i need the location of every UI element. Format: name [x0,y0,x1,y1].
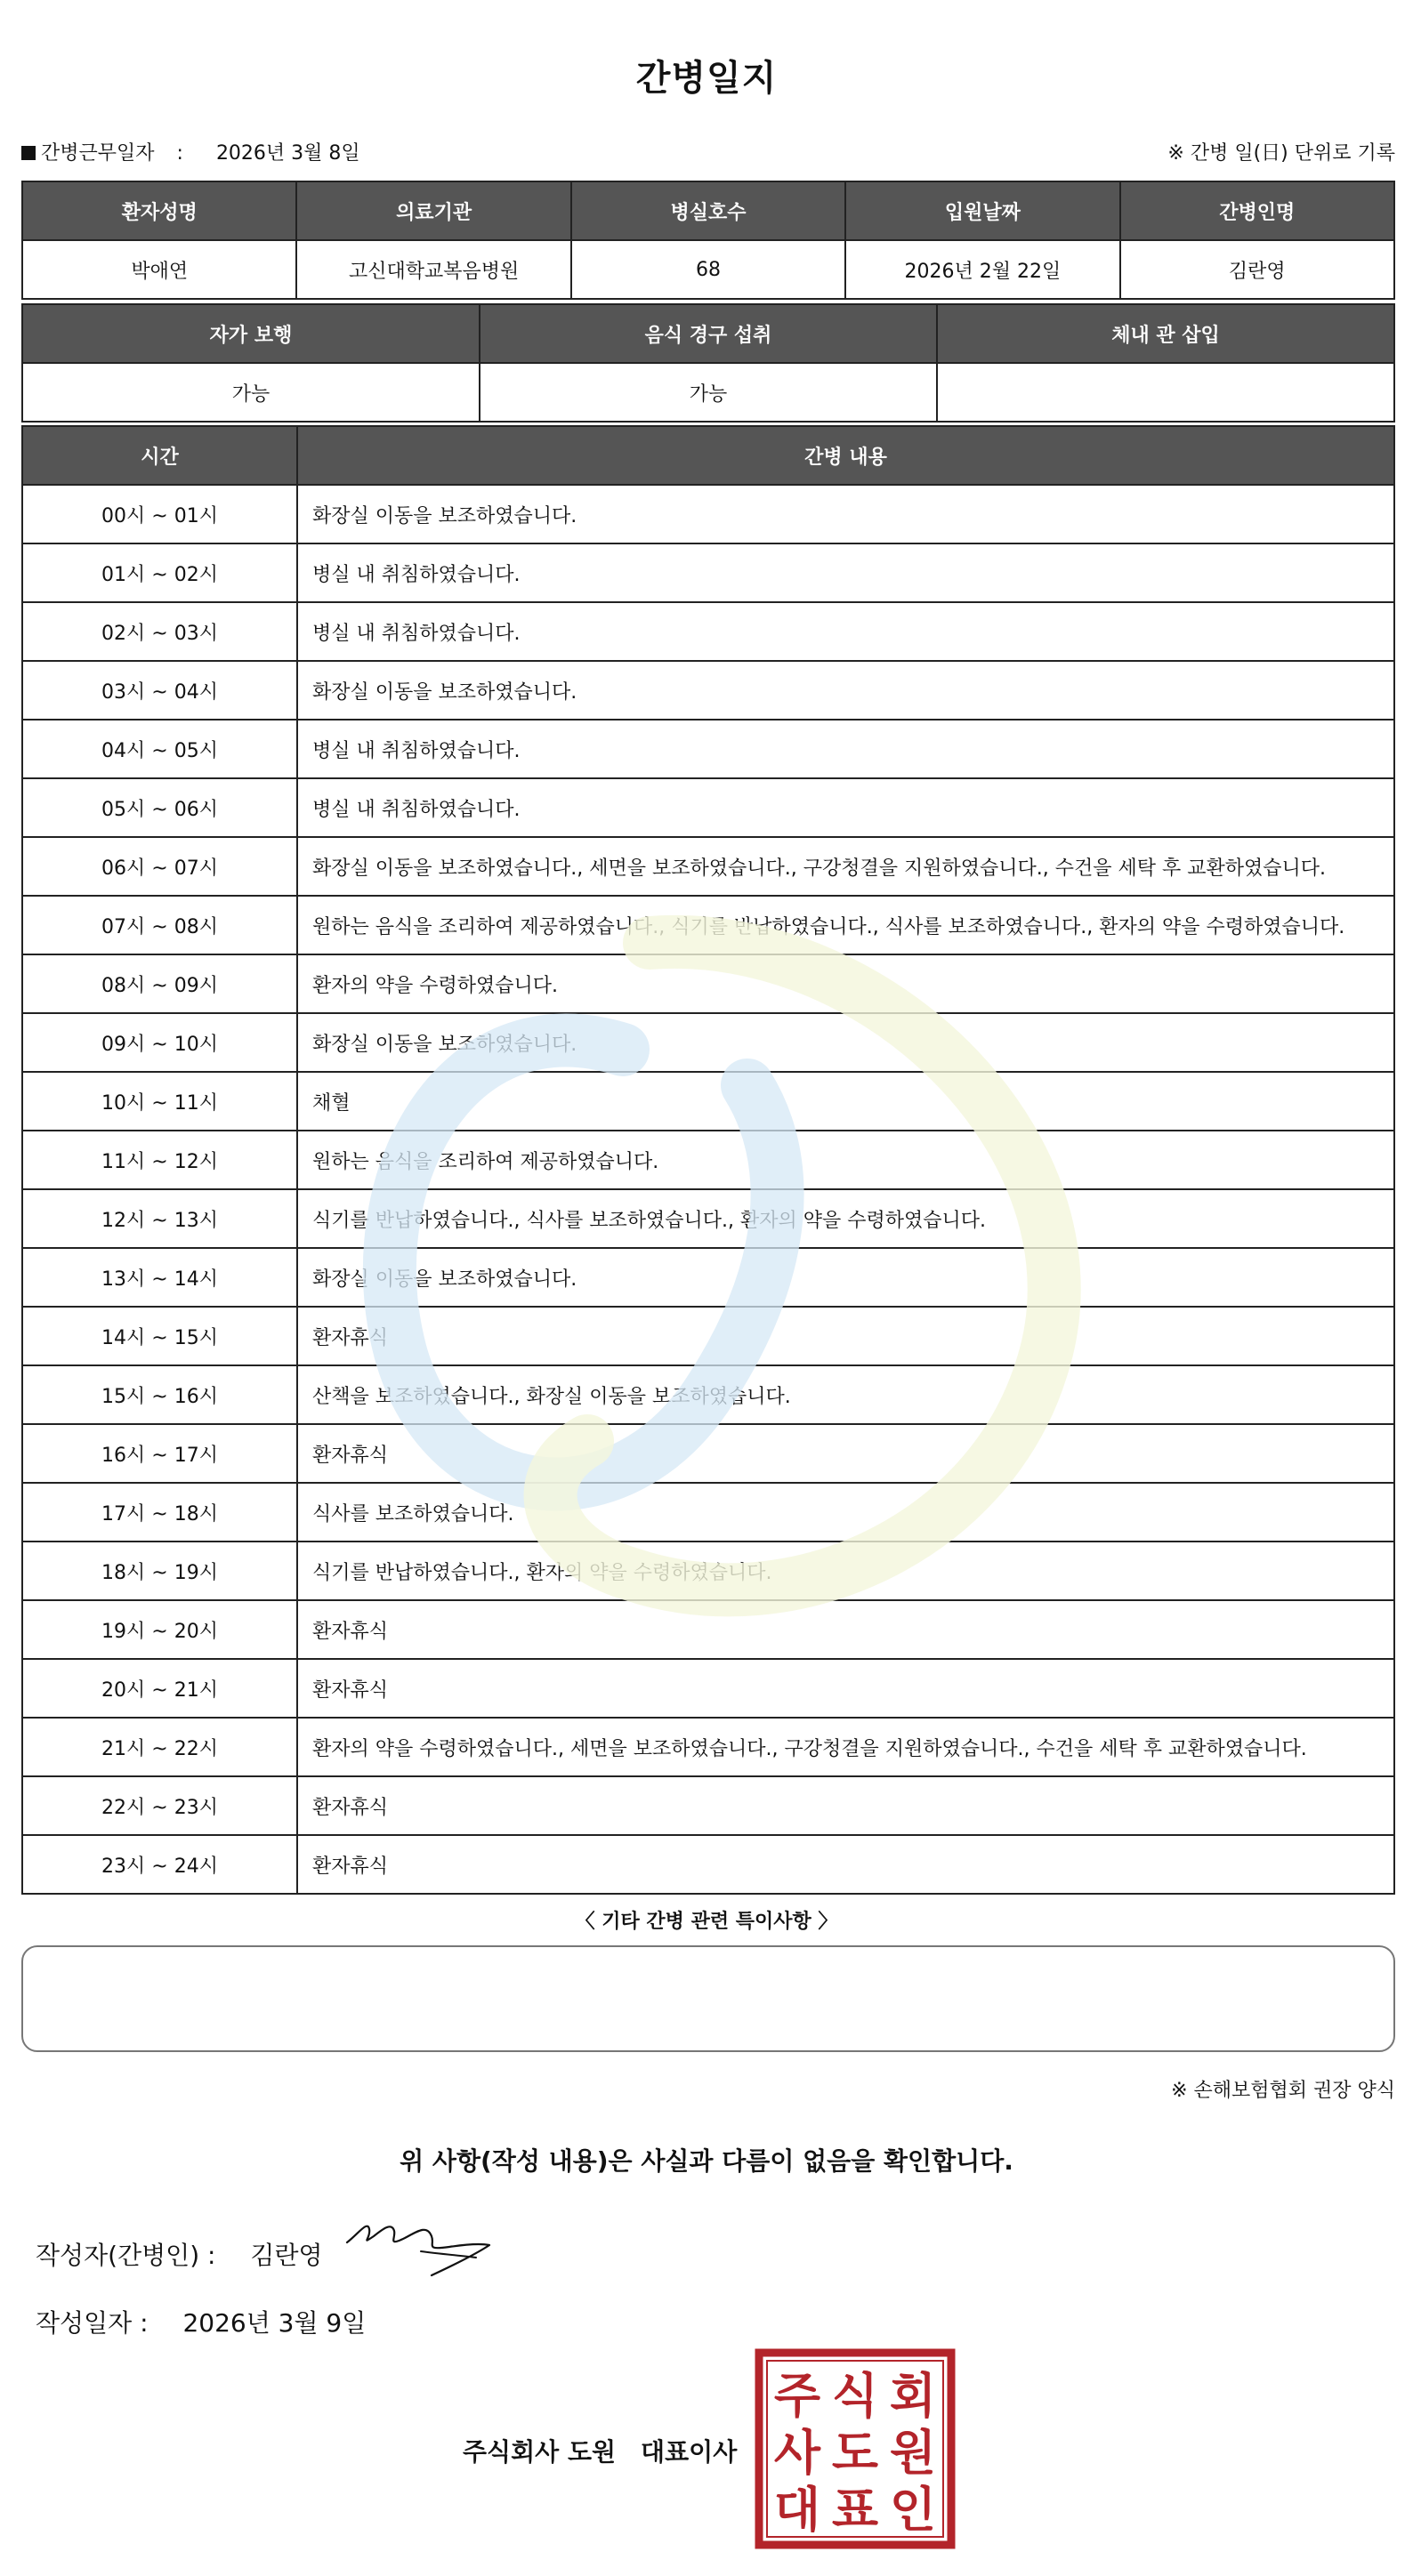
care-content-cell: 산책을 보조하였습니다., 화장실 이동을 보조하였습니다. [297,1365,1394,1424]
table-row [22,1776,1394,1835]
company-seal-icon [755,2348,956,2549]
table-row [22,1248,1394,1307]
care-content-cell: 원하는 음식을 조리하여 제공하였습니다., 식기를 반납하였습니다., 식사를 보조하였습니다., 환자의 약을 수령하였습니다. [297,896,1394,954]
time-cell: 05시 ~ 06시 [22,778,297,837]
table-row [22,954,1394,1013]
hospital-name: 고신대학교복음병원 [296,240,570,299]
separator: : [176,142,183,165]
header-patient-name: 환자성명 [22,181,296,240]
patient-info-table [21,181,1395,300]
time-cell: 08시 ~ 09시 [22,954,297,1013]
svg-text:도: 도 [831,2425,879,2481]
table-row [22,485,1394,543]
care-content-cell: 원하는 음식을 조리하여 제공하였습니다. [297,1131,1394,1189]
time-cell: 21시 ~ 22시 [22,1718,297,1776]
table-row [22,720,1394,778]
header-care-content: 간병 내용 [297,426,1394,485]
header-hospital: 의료기관 [296,181,570,240]
time-cell: 22시 ~ 23시 [22,1776,297,1835]
time-cell: 02시 ~ 03시 [22,602,297,661]
time-cell: 09시 ~ 10시 [22,1013,297,1072]
time-cell: 01시 ~ 02시 [22,543,297,602]
remarks-box [21,1945,1395,2052]
oral-intake-value: 가능 [480,363,937,422]
table-row [22,1718,1394,1776]
written-date-value: 2026년 3월 9일 [182,2308,367,2338]
table-row [22,602,1394,661]
time-cell: 04시 ~ 05시 [22,720,297,778]
care-content-cell: 식기를 반납하였습니다., 식사를 보조하였습니다., 환자의 약을 수령하였습니다. [297,1189,1394,1248]
care-content-cell: 병실 내 취침하였습니다. [297,602,1394,661]
care-content-cell: 병실 내 취침하였습니다. [297,720,1394,778]
table-row [22,778,1394,837]
patient-name: 박애연 [22,240,296,299]
svg-text:대: 대 [773,2482,821,2538]
writer-name: 김란영 [250,2241,323,2270]
svg-text:원: 원 [889,2425,937,2481]
status-value-row [22,363,1394,422]
table-row [22,1483,1394,1542]
time-cell: 10시 ~ 11시 [22,1072,297,1131]
care-content-cell: 화장실 이동을 보조하였습니다. [297,485,1394,543]
admit-date: 2026년 2월 22일 [845,240,1119,299]
table-row [22,1365,1394,1424]
time-cell: 03시 ~ 04시 [22,661,297,720]
time-cell: 19시 ~ 20시 [22,1600,297,1659]
table-row [22,1835,1394,1894]
care-content-cell: 환자휴식 [297,1424,1394,1483]
work-date-label: 간병근무일자 [41,142,155,165]
care-content-cell: 화장실 이동을 보조하였습니다. [297,661,1394,720]
care-content-cell: 화장실 이동을 보조하였습니다., 세면을 보조하였습니다., 구강청결을 지원하였습니다., 수건을 세탁 후 교환하였습니다. [297,837,1394,896]
header-caregiver: 간병인명 [1120,181,1394,240]
table-row [22,1072,1394,1131]
care-content-cell: 환자휴식 [297,1600,1394,1659]
care-content-cell: 환자휴식 [297,1659,1394,1718]
table-row [22,1189,1394,1248]
care-log-table [21,425,1395,1895]
remarks-content [23,1947,1393,1976]
svg-text:주: 주 [773,2368,821,2424]
svg-text:식: 식 [831,2368,879,2424]
time-cell: 17시 ~ 18시 [22,1483,297,1542]
caregiver-name: 김란영 [1120,240,1394,299]
table-row [22,1424,1394,1483]
table-row [22,896,1394,954]
tube-value [937,363,1394,422]
time-cell: 00시 ~ 01시 [22,485,297,543]
svg-text:사: 사 [773,2425,821,2481]
care-content-cell: 환자의 약을 수령하였습니다. [297,954,1394,1013]
time-cell: 15시 ~ 16시 [22,1365,297,1424]
svg-text:회: 회 [889,2368,937,2424]
patient-status-table [21,303,1395,423]
time-cell: 11시 ~ 12시 [22,1131,297,1189]
confirmation-statement: 위 사항(작성 내용)은 사실과 다름이 없음을 확인합니다. [400,2146,1013,2176]
header-oral-intake: 음식 경구 섭취 [480,304,937,363]
header-tube: 체내 관 삽입 [937,304,1394,363]
table-row [22,661,1394,720]
table-row [22,1659,1394,1718]
svg-text:표: 표 [831,2482,879,2538]
time-cell: 07시 ~ 08시 [22,896,297,954]
company-title: 대표이사 [641,2437,738,2467]
time-cell: 16시 ~ 17시 [22,1424,297,1483]
association-note: ※ 손해보험협회 권장 양식 [1171,2080,1395,2102]
header-time: 시간 [22,426,297,485]
written-date-line [36,2304,366,2339]
care-log-header-row [22,426,1394,485]
care-content-cell: 식사를 보조하였습니다. [297,1483,1394,1542]
care-content-cell: 화장실 이동을 보조하였습니다. [297,1248,1394,1307]
patient-info-value-row [22,240,1394,299]
company-line [463,2433,737,2468]
status-header-row [22,304,1394,363]
unit-note: ※ 간병 일(日) 단위로 기록 [1167,142,1395,165]
table-row [22,543,1394,602]
care-content-cell: 채혈 [297,1072,1394,1131]
table-row [22,1307,1394,1365]
black-square-icon [21,146,36,160]
work-date-line [21,138,360,165]
time-cell: 23시 ~ 24시 [22,1835,297,1894]
writer-label: 작성자(간병인) : [36,2241,216,2270]
walking-value: 가능 [22,363,480,422]
table-row [22,1131,1394,1189]
company-name: 주식회사 도원 [463,2437,617,2467]
table-row [22,837,1394,896]
time-cell: 06시 ~ 07시 [22,837,297,896]
header-admit-date: 입원날짜 [845,181,1119,240]
work-date-value: 2026년 3월 8일 [215,142,360,165]
care-content-cell: 병실 내 취침하였습니다. [297,543,1394,602]
svg-text:인: 인 [889,2482,937,2538]
table-row [22,1542,1394,1600]
care-content-cell: 환자휴식 [297,1776,1394,1835]
remarks-title: 〈 기타 간병 관련 특이사항 〉 [575,1911,838,1933]
care-content-cell: 병실 내 취침하였습니다. [297,778,1394,837]
written-date-label: 작성일자 : [36,2308,149,2338]
time-cell: 12시 ~ 13시 [22,1189,297,1248]
time-cell: 14시 ~ 15시 [22,1307,297,1365]
care-content-cell: 식기를 반납하였습니다., 환자의 약을 수령하였습니다. [297,1542,1394,1600]
care-content-cell: 환자휴식 [297,1307,1394,1365]
time-cell: 20시 ~ 21시 [22,1659,297,1718]
writer-line [36,2236,323,2272]
care-content-cell: 환자의 약을 수령하였습니다., 세면을 보조하였습니다., 구강청결을 지원하였습니다., 수건을 세탁 후 교환하였습니다. [297,1718,1394,1776]
document-title: 간병일지 [635,58,778,99]
room-number: 68 [571,240,845,299]
patient-info-header-row [22,181,1394,240]
table-row [22,1600,1394,1659]
header-room: 병실호수 [571,181,845,240]
time-cell: 13시 ~ 14시 [22,1248,297,1307]
time-cell: 18시 ~ 19시 [22,1542,297,1600]
signature-icon [343,2211,494,2282]
care-content-cell: 환자휴식 [297,1835,1394,1894]
table-row [22,1013,1394,1072]
header-walking: 자가 보행 [22,304,480,363]
care-content-cell: 화장실 이동을 보조하였습니다. [297,1013,1394,1072]
